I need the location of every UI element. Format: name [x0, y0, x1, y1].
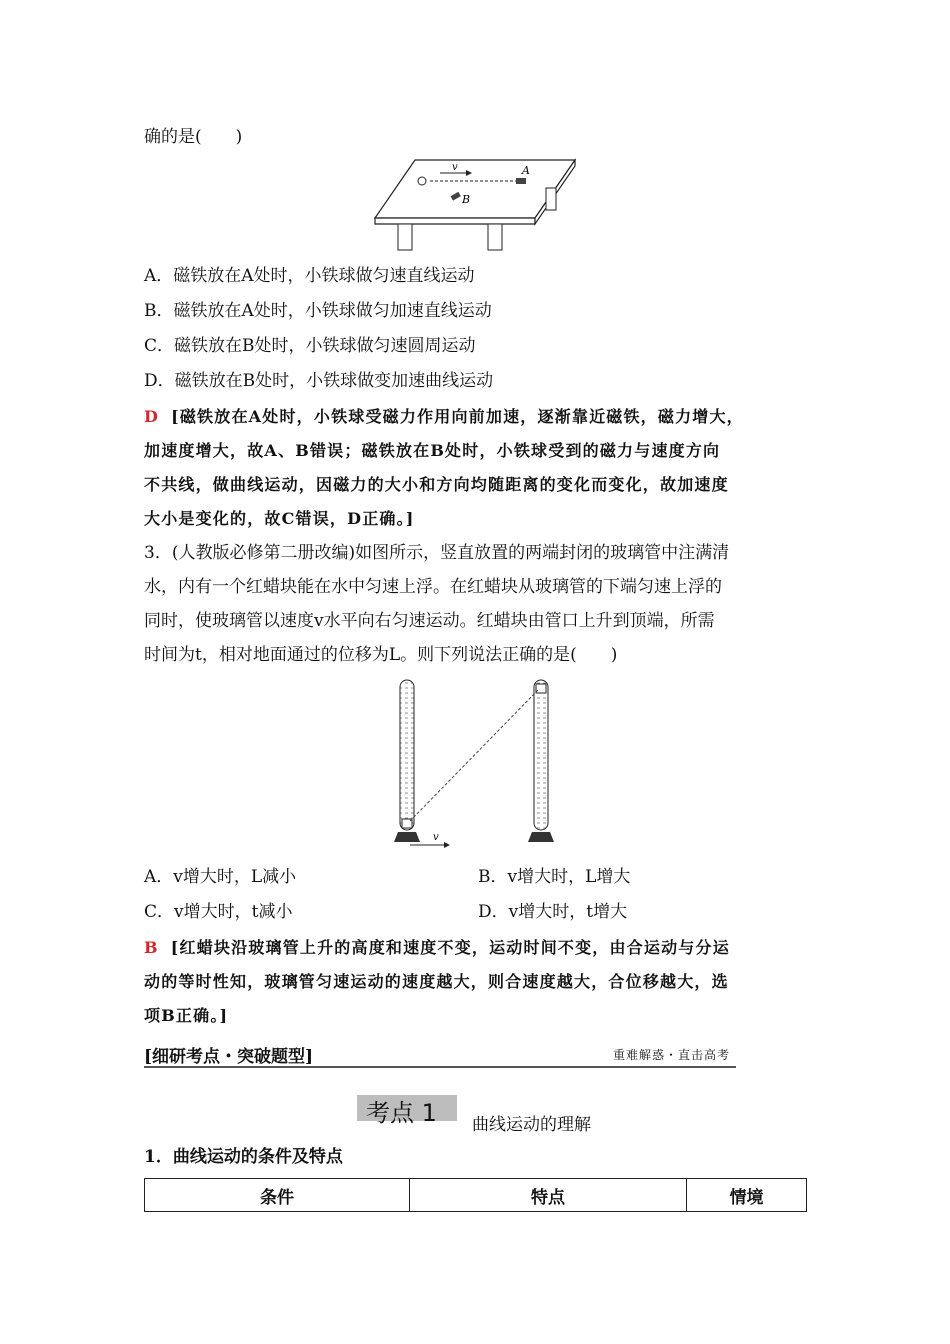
q3-answer-line-1: B [红蜡块沿玻璃管上升的高度和速度不变，运动时间不变，由合运动与分运 — [144, 938, 730, 957]
table-header-cell: 特点 — [410, 1179, 687, 1212]
q3-option-b: B．v增大时，L增大 — [478, 867, 631, 887]
point-b-label: B — [462, 193, 471, 206]
subheading: 1．曲线运动的条件及特点 — [144, 1147, 343, 1167]
q2-answer-key: D — [144, 407, 160, 426]
q3-stem-line-2: 水，内有一个红蜡块能在水中匀速上浮。在红蜡块从玻璃管的下端匀速上浮的 — [144, 577, 722, 597]
q2-answer-line-3: 不共线，做曲线运动，因磁力的大小和方向均随距离的变化而变化，故加速度 — [144, 475, 729, 494]
glass-tube-figure — [392, 676, 562, 848]
table-header-cell: 情境 — [687, 1179, 807, 1212]
q3-option-d: D．v增大时，t增大 — [478, 902, 628, 922]
section-title: [细研考点・突破题型] — [144, 1047, 314, 1067]
point-a-label: A — [522, 164, 530, 177]
q2-answer-line-4: 大小是变化的，故C错误，D正确。] — [144, 509, 415, 528]
kaodian-title: 曲线运动的理解 — [472, 1115, 591, 1135]
table-magnet-figure — [370, 158, 580, 253]
kaodian-badge: 考点 1 — [366, 1099, 437, 1127]
q3-stem-line-1: 3．(人教版必修第二册改编)如图所示，竖直放置的两端封闭的玻璃管中注满清 — [144, 543, 730, 563]
tube-velocity-label: v — [433, 832, 439, 843]
velocity-label: v — [452, 162, 458, 173]
q2-option-a: A．磁铁放在A处时，小铁球做匀速直线运动 — [144, 266, 475, 286]
q3-stem-line-4: 时间为t，相对地面通过的位移为L。则下列说法正确的是( ) — [144, 645, 618, 665]
q3-answer-line-2: 动的等时性知，玻璃管匀速运动的速度越大，则合速度越大，合位移越大，选 — [144, 972, 729, 991]
q3-option-c: C．v增大时，t减小 — [144, 902, 293, 922]
q3-answer-key: B — [144, 938, 159, 957]
q2-answer-line-2: 加速度增大，故A、B错误；磁铁放在B处时，小铁球受到的磁力与速度方向 — [144, 441, 721, 460]
section-subtitle: 重难解惑・直击高考 — [612, 1048, 730, 1062]
q2-question-tail: 确的是( ) — [144, 127, 243, 147]
table-header-cell: 条件 — [145, 1179, 410, 1212]
q2-answer-line-1: D [磁铁放在A处时，小铁球受磁力作用向前加速，逐渐靠近磁铁，磁力增大， — [144, 407, 744, 426]
q3-option-a: A．v增大时，L减小 — [144, 867, 297, 887]
q2-option-b: B．磁铁放在A处时，小铁球做匀加速直线运动 — [144, 301, 492, 321]
q2-option-c: C．磁铁放在B处时，小铁球做匀速圆周运动 — [144, 336, 476, 356]
section-header — [144, 1040, 736, 1068]
q3-answer-line-3: 项B正确。] — [144, 1006, 229, 1025]
table-header-row — [145, 1179, 807, 1212]
q3-stem-line-3: 同时，使玻璃管以速度v水平向右匀速运动。红蜡块由管口上升到顶端，所需 — [144, 611, 715, 631]
conditions-table — [144, 1178, 807, 1212]
q2-option-d: D．磁铁放在B处时，小铁球做变加速曲线运动 — [144, 371, 494, 391]
